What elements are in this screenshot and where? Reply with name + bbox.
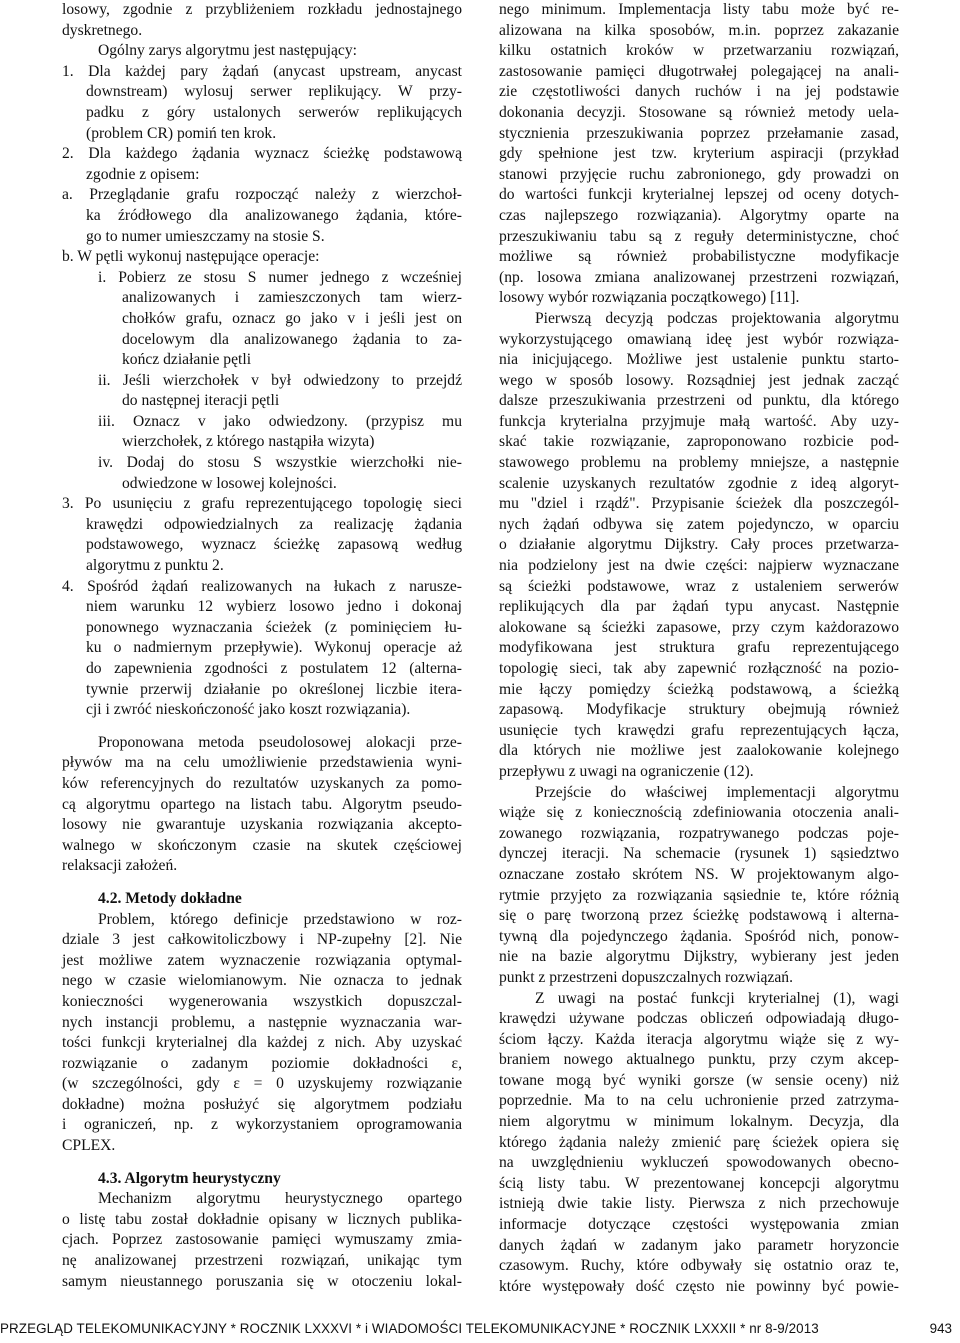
text-line: wykorzystującego omawianą ideę jest wybór rozwiąza- xyxy=(499,330,899,348)
text-line: do zapewnienia zgodności z postulatem 12 (alterna- xyxy=(86,660,462,677)
text-line: (w szczególności, gdy ε = 0 uzyskujemy rozwiązanie xyxy=(62,1075,462,1093)
text-line: nie na bazie algorytmu Dijkstry, wybierany jest jeden xyxy=(499,948,899,966)
text-line: ku o nadmiernym przepływie). Wykonuj operacje aż xyxy=(86,639,462,657)
text-line: informacje dotyczące częstości występowania zmian xyxy=(499,1216,899,1234)
text-line: samym nieustannego poruszania się w otoczeniu lokal- xyxy=(62,1272,462,1290)
text-line: CPLEX. xyxy=(62,1137,116,1155)
text-line: Proponowana metoda pseudolosowej alokacji prze- xyxy=(98,733,462,751)
text-line: towane mogą być wyniki gorsze (w sensie oceny) niż xyxy=(499,1071,899,1089)
text-line: losowy, zgodnie z przybliżeniem rozkładu jednostajnego xyxy=(62,1,462,18)
text-line: krawędzi odpowiedzialnych za realizację żądania xyxy=(86,515,462,533)
text-line: o listę tabu został dokładnie opisany w licznych publika- xyxy=(62,1210,462,1228)
text-line: zowanego rozwiązania, rozpatrywanego podczas poje- xyxy=(499,824,899,842)
text-line: dokonania decyzji. Stosowane są również metody uela- xyxy=(499,103,899,121)
journal-footer-text: PRZEGLĄD TELEKOMUNIKACYJNY * ROCZNIK LXXXVI * i WIADOMOŚCI TELEKOMUNIKACYJNE * ROCZNIK LXXXII * nr 8-9/2013 xyxy=(0,1321,819,1336)
text-line: i. Pobierz ze stosu S numer jednego z wcześniej xyxy=(98,268,462,286)
text-line: a. Przeglądanie grafu rozpocząć należy z wierzchoł- xyxy=(62,186,462,204)
text-line: 2. Dla każdego żądania wyznacz ścieżkę podstawową xyxy=(62,145,462,163)
text-line: topologię sieci, tak aby zapewnić rozłączność na pozio- xyxy=(499,660,899,677)
text-line: które występowały dość często nie powinny być powie- xyxy=(499,1277,899,1295)
text-line: algorytmu z punktu 2. xyxy=(86,557,224,575)
text-line: dalsze przeszukiwania przestrzeni od punktu, dla którego xyxy=(499,392,899,410)
text-line: (problem CR) pomiń ten krok. xyxy=(86,124,277,142)
text-line: możliwe są również probabilistyczne modyfikacje xyxy=(499,248,899,266)
text-line: losowy wybór rozwiązania początkowego) [11]. xyxy=(499,289,800,307)
text-line: jest możliwe zatem wyznaczenie rozwiązania optymal- xyxy=(62,951,462,969)
text-line: usunięcie tych krawędzi grafu reprezentujących łącza, xyxy=(499,721,899,739)
text-line: braniem nowego aktualnego punktu, przy czym akcep- xyxy=(499,1051,899,1069)
text-line: 1. Dla każdej pary żądań (anycast upstream, anycast xyxy=(62,62,462,80)
text-line: którego żądania należy zmienić parę ścieżek opiera się xyxy=(499,1133,899,1151)
text-line: rytmie przyjęto za rozwiązania sąsiednie te, które różnią xyxy=(499,886,899,904)
text-line: b. W pętli wykonuj następujące operacje: xyxy=(62,248,320,266)
text-line: przeszukiwaniu tabu są z reguły deterministyczne, choć xyxy=(499,227,899,245)
text-line xyxy=(62,877,462,889)
text-line: stawowego problemu na problemy mniejsze, a następnie xyxy=(499,454,899,472)
text-line: losowy nie gwarantuje uzyskania rozwiązania akcepto- xyxy=(62,816,462,834)
text-line: mu "dziel i rządź". Przypisanie ścieżek dla poszczegól- xyxy=(499,495,899,513)
text-line: cjach. Poprzez zastosowanie pamięci wymuszamy zmia- xyxy=(62,1231,462,1249)
text-line: stanowi przyjęcie ruchu zabronionego, gdy prowadzi on xyxy=(499,165,899,183)
text-line: zastosowanie pamięci długotrwałej polegającej na anali- xyxy=(499,62,899,80)
text-line: do wartości funkcji kryterialnej lepszej od oceny dotych- xyxy=(499,186,899,204)
text-line: niem warunku 12 wybierz losowo jedno i dokonaj xyxy=(86,598,462,616)
text-line: 4. Spośród żądań realizowanych na łukach z naruszе- xyxy=(62,577,462,595)
text-line: przepływu z uwagi na ograniczenie (12). xyxy=(499,762,754,780)
text-line: downstream) wylosuj serwer replikujący. W przy- xyxy=(86,83,462,101)
text-line: kilku ostatnich kroków w przetwarzaniu rozwiązań, xyxy=(499,42,899,60)
text-line: cji i zwróć nieskończoność jako koszt rozwiązania). xyxy=(86,701,411,719)
text-line: ków referencyjnych do rezultatów uzyskanych za pomo- xyxy=(62,774,462,792)
text-line: skać takie rozwiązanie, zaproponowano rozbicie pod- xyxy=(499,433,899,451)
left-column xyxy=(62,0,462,1292)
text-line: i ograniczeń, np. z wykorzystaniem oprogramowania xyxy=(62,1116,462,1134)
text-line: replikujących dla par żądań typu anycast. Następnie xyxy=(499,598,899,616)
text-line: chołków grafu, oznacz go jako v i jeśli jest on xyxy=(122,309,462,327)
text-line: zapasową. Modyfikacje struktury obejmują również xyxy=(499,701,899,719)
text-line: ponownego wyznaczania ścieżek (z pominięciem łu- xyxy=(86,618,462,636)
text-line: oznaczane zostało skrótem NS. W projektowanym algo- xyxy=(499,865,899,883)
text-line: poprzednie. Ma to na celu uchronienie przed zatrzyma- xyxy=(499,1092,899,1110)
text-line: relaksacji założeń. xyxy=(62,857,178,875)
text-line: Mechanizm algorytmu heurystycznego opartego xyxy=(98,1190,462,1208)
text-line: nę analizowanej przestrzeni rozwiązań, unikając tym xyxy=(62,1252,462,1270)
text-line: czas najlepszego rozwiązania). Algorytmy oparte na xyxy=(499,206,899,224)
text-line: odwiedzone w losowej kolejności. xyxy=(122,474,337,492)
text-line: nych żądań odbywa się zatem pojedynczo, w oparciu xyxy=(499,515,899,533)
text-line: nia inicjującego. Możliwe jest ustalenie punktu starto- xyxy=(499,351,899,369)
text-line: wiąże się z koniecznością zdefiniowania otoczenia anali- xyxy=(499,804,899,822)
text-line: docelowym dla analizowanego żądania to za- xyxy=(122,330,462,348)
page-number: 943 xyxy=(929,1321,952,1336)
text-line: są ścieżki podstawowe, wraz z ustaleniem serwerów xyxy=(499,577,899,595)
text-line: alokowane są ścieżki zapasowe, przy czym każdorazowo xyxy=(499,618,899,636)
text-line: danych żądań w zadanym jako parametr horyzoncie xyxy=(499,1236,899,1254)
section-heading: 4.3. Algorytm heurystyczny xyxy=(98,1169,281,1187)
text-line: się o parę tworzoną przez ścieżkę podstawową i alterna- xyxy=(499,907,899,925)
text-line: nia podzielony jest na dwie części: najpierw wyznaczane xyxy=(499,557,899,575)
text-line: alizowana na kilka sposobów, m.in. poprzez zakazanie xyxy=(499,21,899,39)
text-line: kończ działanie pętli xyxy=(122,351,252,369)
text-line: rozwiązanie o zadanym poziomie dokładności ε, xyxy=(62,1054,462,1072)
text-line: Pierwszą decyzją podczas projektowania algorytmu xyxy=(535,309,899,327)
text-line: tywnie przerwij działanie po określonej liczbie itera- xyxy=(86,680,462,698)
text-line: padku z góry ustalonych serwerów replikujących xyxy=(86,103,462,121)
text-line: 3. Po usunięciu z grafu reprezentującego topologię sieci xyxy=(62,495,462,513)
text-line: ścią listy tabu. W prezentowanej koncepcji algorytmu xyxy=(499,1174,899,1192)
text-line: czasowym. Ruchy, które odbywały się ostatnio oraz te, xyxy=(499,1257,899,1275)
text-line: ściom łączy. Każda iteracja algorytmu wiąże się z wy- xyxy=(499,1030,899,1048)
text-line: Ogólny zarys algorytmu jest następujący: xyxy=(98,42,357,60)
text-line: o działanie algorytmu Dijkstry. Cały proces przetwarza- xyxy=(499,536,899,554)
text-line: konieczności wygenerowania wszystkich dopuszczal- xyxy=(62,992,462,1010)
text-line: cą algorytmu opartego na listach tabu. Algorytm pseudo- xyxy=(62,795,462,813)
text-line: nych instancji problemu, a następnie wyznaczania war- xyxy=(62,1013,462,1031)
text-line: wierzchołek, z którego nastąpiła wizyta) xyxy=(122,433,375,451)
text-line xyxy=(62,1157,462,1169)
text-line: tości funkcji kryterialnej dla każdej z nich. Aby uzyskać xyxy=(62,1034,462,1052)
text-line: dokładne) można posłużyć się algorytmem podziału xyxy=(62,1095,462,1113)
text-line: dziale 3 jest całkowitoliczbowy i NP-zupełny [2]. Nie xyxy=(62,931,462,949)
text-line: nego minimum. Implementacja listy tabu może być re- xyxy=(499,1,899,18)
text-line: walnego w skończonym czasie na skutek częściowej xyxy=(62,836,462,854)
text-line: analizowanych i zamieszczonych tam wierz- xyxy=(122,289,462,307)
text-line: dynczej iteracji. Na schemacie (rysunek 1) sąsiedztwo xyxy=(499,845,899,863)
text-line: mie łączy pomiędzy ścieżką podstawową, a ścieżką xyxy=(499,680,899,698)
text-line: scalenie uzyskanych rezultatów zgodnie z ideą algoryt- xyxy=(499,474,899,492)
text-line: podstawowego, wyznacz ścieżkę zapasową według xyxy=(86,536,462,554)
text-line: go to numer umieszczamy na stosie S. xyxy=(86,227,325,245)
section-heading: 4.2. Metody dokładne xyxy=(98,889,242,907)
text-line: zie częstotliwości danych ruchów i na jej podstawie xyxy=(499,83,899,101)
text-line: istnieją dwie takie listy. Pierwsza z nich przechowuje xyxy=(499,1195,899,1213)
text-line: gdy spełnione jest tzw. kryterium aspiracji (przykład xyxy=(499,145,899,163)
text-line: stycznienia przeszukiwania poprzez przełamanie zasad, xyxy=(499,124,899,142)
text-line: pływów ma na celu umożliwienie przedstawienia wyni- xyxy=(62,754,462,772)
text-line: modyfikowana jest struktura grafu reprezentującego xyxy=(499,639,899,657)
page-footer xyxy=(0,1315,960,1343)
text-line: do następnej iteracji pętli xyxy=(122,392,280,410)
text-line: wego w sposób losowy. Rozsądniej jest jednak zacząć xyxy=(499,371,899,389)
text-line: Z uwagi na postać funkcji kryterialnej (1), wagi xyxy=(535,989,899,1007)
text-line: nego w czasie wielomianowym. Nie oznacza to jednak xyxy=(62,972,462,990)
text-line: Problem, którego definicje przedstawiono w roz- xyxy=(98,910,462,928)
text-line: na uwzględnieniu wykluczeń spowodowanych obecno- xyxy=(499,1154,899,1172)
text-line: tywną dla pojedynczego żądania. Spośród nich, ponow- xyxy=(499,927,899,945)
text-line: dla których nie możliwe jest zaalokowanie kolejnego xyxy=(499,742,899,760)
text-line: (np. losowa zmiana analizowanej przestrzeni rozwiązań, xyxy=(499,268,899,286)
text-line: iii. Oznacz v jako odwiedzony. (przypisz mu xyxy=(98,412,462,430)
text-line: zgodnie z opisem: xyxy=(86,165,200,183)
text-line: funkcja kryterialna przyjmuje małą wartość. Aby uzy- xyxy=(499,412,899,430)
text-line: niem algorytmu w minimum lokalnym. Decyzja, dla xyxy=(499,1113,899,1131)
text-line: Przejście do właściwej implementacji algorytmu xyxy=(535,783,899,801)
text-line: ka źródłowego dla analizowanego żądania, które- xyxy=(86,206,462,224)
text-line xyxy=(62,721,462,733)
right-column xyxy=(499,0,899,1297)
text-line: dyskretnego. xyxy=(62,21,143,39)
text-line: ii. Jeśli wierzchołek v był odwiedzony to przejdź xyxy=(98,371,462,389)
text-line: iv. Dodaj do stosu S wszystkie wierzchołki nie- xyxy=(98,454,462,472)
text-line: krawędzi używane podczas obliczeń odpowiadają długo- xyxy=(499,1010,899,1028)
text-line: punkt z przestrzeni dopuszczalnych rozwiązań. xyxy=(499,968,793,986)
